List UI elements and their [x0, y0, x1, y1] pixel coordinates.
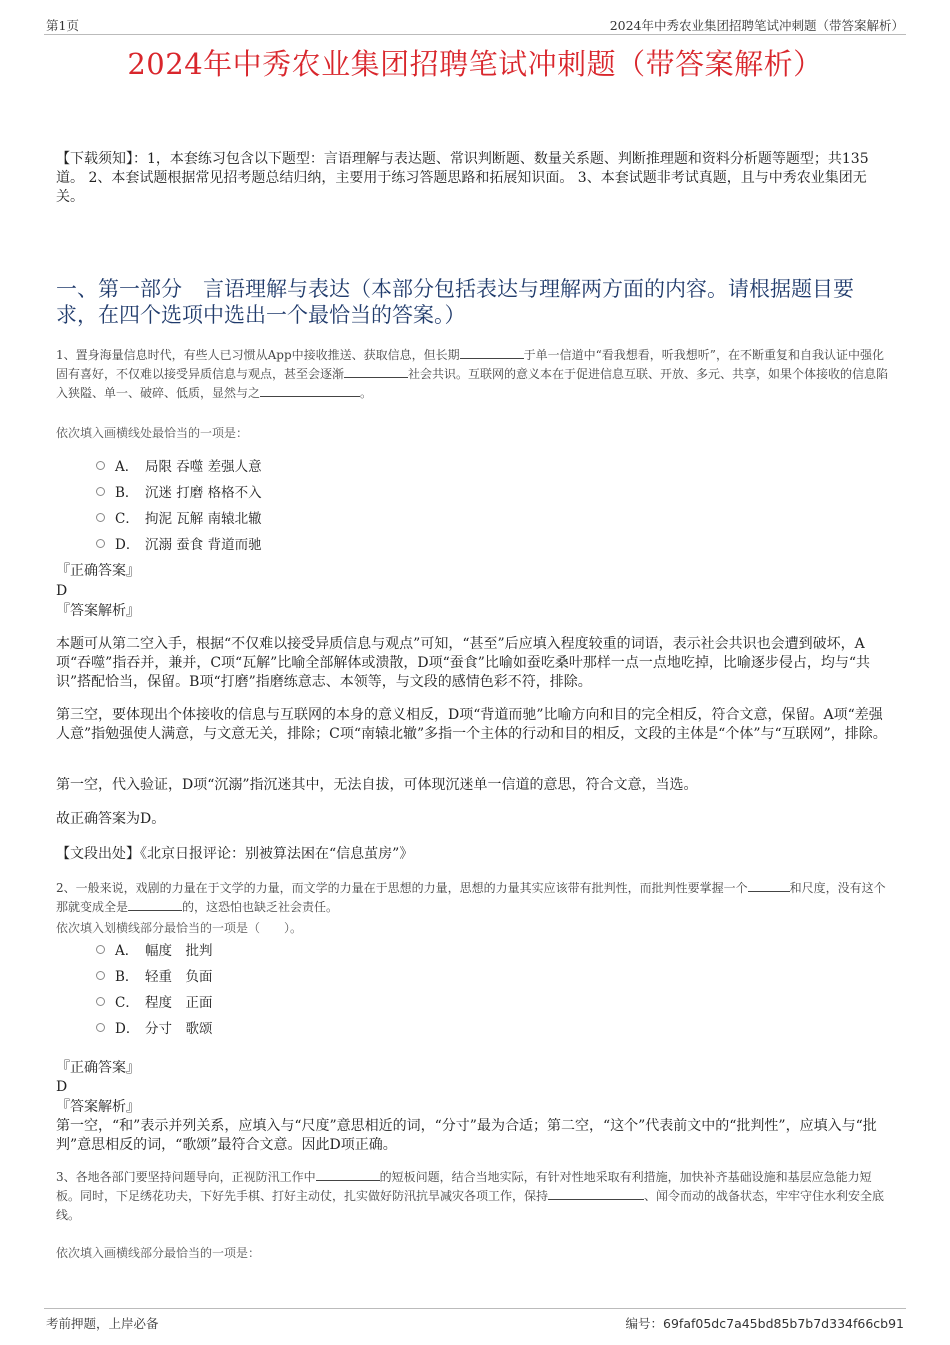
footer-code: 编号：69faf05dc7a45bd85b7b7d334f66cb91	[625, 1316, 904, 1331]
correct-answer: D	[56, 583, 68, 599]
radio-icon[interactable]	[96, 1023, 105, 1032]
radio-icon[interactable]	[96, 487, 105, 496]
analysis-label: 『答案解析』	[56, 1099, 140, 1115]
page-number: 第1页	[46, 18, 79, 33]
blank-line	[748, 879, 790, 892]
radio-icon[interactable]	[96, 997, 105, 1006]
question-3-prompt: 依次填入画横线部分最恰当的一项是：	[56, 1246, 261, 1260]
question-2-text: 2、一般来说，戏剧的力量在于文学的力量，而文学的力量在于思想的力量，思想的力量其实应该带有批判性，而批判性要掌握一个 和尺度，没有这个那就变成全是 的，这恐怕也缺乏社会责任。	[56, 881, 886, 914]
radio-icon[interactable]	[96, 539, 105, 548]
option-b[interactable]: B． 轻重 负面	[96, 962, 213, 988]
source-note: 【文段出处】《北京日报评论：别被算法困在“信息茧房”》	[56, 846, 414, 862]
correct-answer: D	[56, 1079, 68, 1095]
blank-line	[548, 1187, 644, 1200]
option-a[interactable]: A． 幅度 批判	[96, 936, 213, 962]
option-d[interactable]: D． 分寸 歌颂	[96, 1014, 213, 1040]
option-c[interactable]: C． 拘泥 瓦解 南辕北辙	[96, 504, 262, 530]
analysis-paragraph: 本题可从第二空入手，根据“不仅难以接受异质信息与观点”可知，“甚至”后应填入程度较重的词语，表示社会共识也会遭到破坏，A项“吞噬”指吞并，兼并，C项“瓦解”比喻全部解体或溃散，D项“蚕食”比喻如蚕吃桑叶那样一点一点地吃掉，比喻逐步侵占，均与“共识”搭配恰当，保留。B项“打磨”指磨练意志、本领等，与文段的感情色彩不符，排除。	[56, 636, 871, 690]
correct-answer-label: 『正确答案』	[56, 563, 140, 579]
blank-line	[460, 346, 524, 359]
analysis-paragraph: 第一空，代入验证，D项“沉溺”指沉迷其中，无法自拔，可体现沉迷单一信道的意思，符合文意，当选。	[56, 777, 698, 793]
question-2-prompt: 依次填入划横线部分最恰当的一项是（ ）。	[56, 921, 303, 935]
option-b[interactable]: B． 沉迷 打磨 格格不入	[96, 478, 262, 504]
radio-icon[interactable]	[96, 461, 105, 470]
option-d[interactable]: D． 沉溺 蚕食 背道而驰	[96, 530, 262, 556]
page-footer	[44, 1308, 906, 1331]
page-header	[44, 14, 906, 35]
radio-icon[interactable]	[96, 971, 105, 980]
radio-icon[interactable]	[96, 513, 105, 522]
question-3-text: 3、各地各部门要坚持问题导向，正视防汛工作中 的短板问题，结合当地实际，有针对性地采取有利措施，加快补齐基础设施和基层应急能力短板。同时，下足绣花功夫，下好先手棋、打好主动仗，扎实做好防汛抗旱减灾各项工作，保持 、闻令而动的战备状态，牢牢守住水利安全底线。	[56, 1170, 885, 1222]
blank-line	[260, 384, 360, 397]
option-c[interactable]: C． 程度 正面	[96, 988, 213, 1014]
page-title: 2024年中秀农业集团招聘笔试冲刺题（带答案解析）	[127, 47, 823, 81]
blank-line	[128, 898, 182, 911]
download-notice: 【下载须知】：1，本套练习包含以下题型：言语理解与表达题、常识判断题、数量关系题、判断推理题和资料分析题等题型；共135道。 2、本套试题根据常见招考题总结归纳，主要用于练习答题思路和拓展知识面。 3、本套试题非考试真题，且与中秀农业集团无关。	[56, 151, 869, 205]
option-a[interactable]: A． 局限 吞噬 差强人意	[96, 452, 262, 478]
question-2-options	[96, 936, 213, 1040]
blank-line	[316, 1168, 380, 1181]
question-1-options	[96, 452, 262, 556]
blank-line	[344, 365, 408, 378]
correct-answer-label: 『正确答案』	[56, 1060, 140, 1076]
analysis-paragraph: 第一空，“和”表示并列关系，应填入与“尺度”意思相近的词，“分寸”最为合适；第二空，“这个”代表前文中的“批判性”，应填入与“批判”意思相反的词，“歌颂”最符合文意。因此D项正确。	[56, 1118, 877, 1153]
analysis-label: 『答案解析』	[56, 603, 140, 619]
analysis-conclusion: 故正确答案为D。	[56, 811, 166, 827]
footer-slogan: 考前押题，上岸必备	[46, 1316, 159, 1331]
analysis-paragraph: 第三空，要体现出个体接收的信息与互联网的本身的意义相反，D项“背道而驰”比喻方向和目的完全相反，符合文意，保留。A项“差强人意”指勉强使人满意，与文意无关，排除；C项“南辕北辙”多指一个主体的行动和目的相反，文段的主体是“个体”与“互联网”，排除。	[56, 707, 887, 742]
radio-icon[interactable]	[96, 945, 105, 954]
section-heading: 一、第一部分 言语理解与表达（本部分包括表达与理解两方面的内容。请根据题目要求，在四个选项中选出一个最恰当的答案。）	[56, 277, 854, 327]
header-doc-title: 2024年中秀农业集团招聘笔试冲刺题（带答案解析）	[609, 18, 904, 33]
question-1-prompt: 依次填入画横线处最恰当的一项是：	[56, 426, 249, 440]
question-1-text: 1、置身海量信息时代，有些人已习惯从App中接收推送、获取信息，但长期 于单一信道中“看我想看，听我想听”，在不断重复和自我认证中强化固有喜好，不仅难以接受异质信息与观点，甚至会逐渐 社会共识。互联网的意义本在于促进信息互联、开放、多元、共享，如果个体接收的信息陷入狭隘、单一、破碎、低质，显然与之 。	[56, 348, 889, 400]
